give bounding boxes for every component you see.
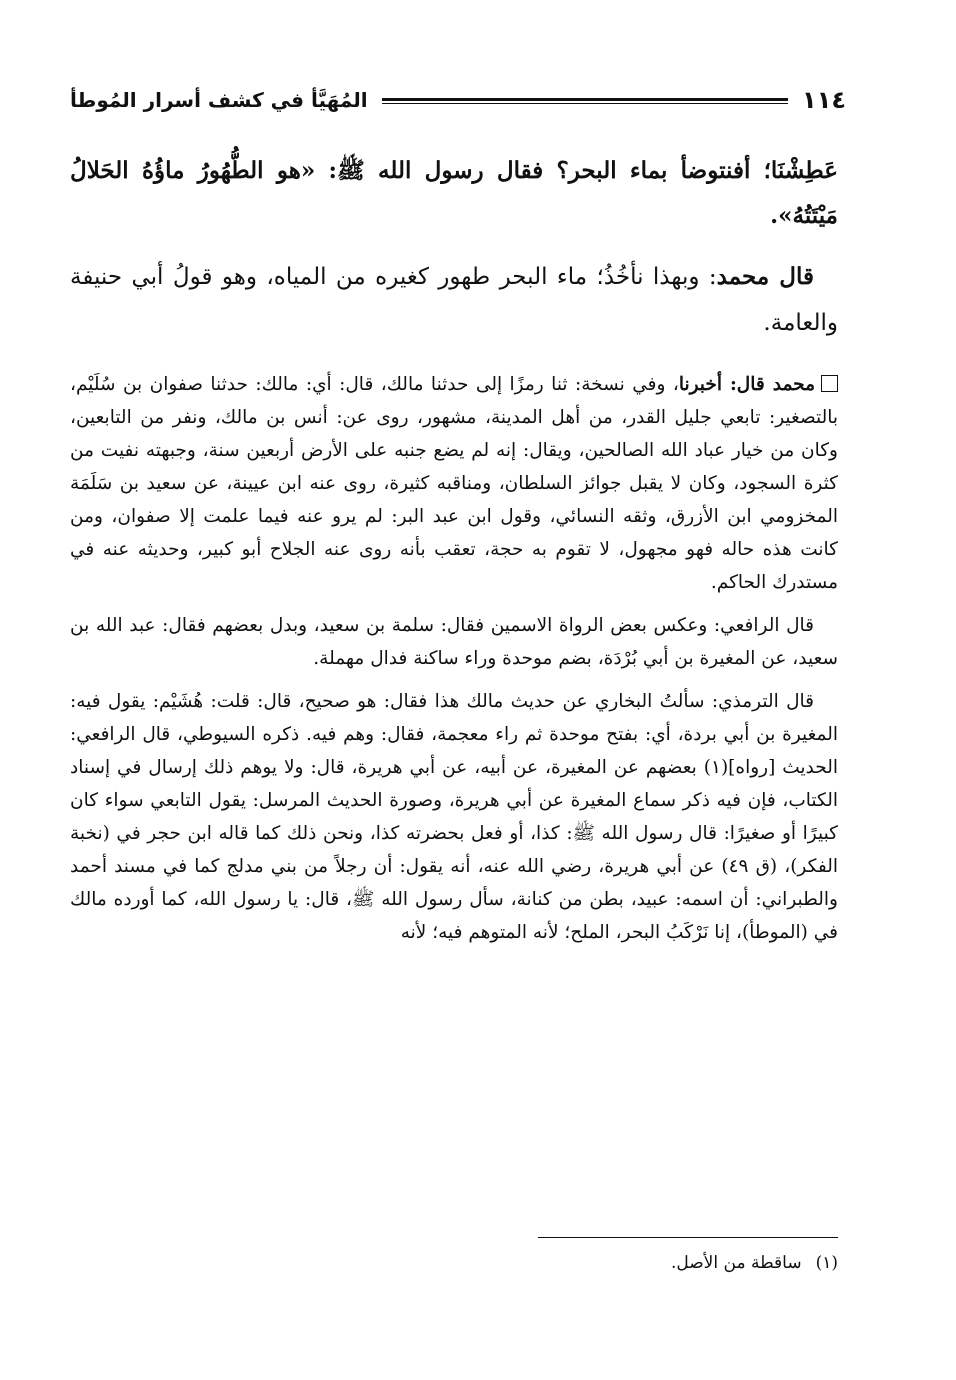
header-rule <box>382 98 788 104</box>
matn-paragraph <box>70 148 838 238</box>
footnote-number: (١) <box>815 1253 838 1273</box>
square-marker-icon <box>821 375 838 392</box>
page-number: ١١٤ <box>802 86 846 114</box>
footnote-separator <box>538 1237 838 1238</box>
running-title: المُهَيَّأ في كشف أسرار المُوطأ <box>70 88 368 112</box>
matn-lead: قال محمد <box>716 263 814 290</box>
matn-text: : وبهذا نأخُذُ؛ ماء البحر طهور كغيره من المياه، وهو قولُ أبي حنيفة والعامة. <box>70 264 838 336</box>
commentary-paragraph <box>70 685 838 949</box>
matn-paragraph <box>70 254 838 346</box>
commentary-paragraph <box>70 368 838 599</box>
commentary-paragraph <box>70 609 838 675</box>
footnote-text: ساقطة من الأصل. <box>670 1253 802 1273</box>
commentary-text: قال الرافعي: وعكس بعض الرواة الاسمين فقال: سلمة بن سعيد، وبدل بعضهم فقال: عبد الله بن سعيد، عن المغيرة بن أبي بُرْدَة، بضم موحدة وراء ساكنة فدال مهملة. <box>70 615 838 669</box>
page-body <box>70 148 838 959</box>
commentary-text: قال الترمذي: سألتُ البخاري عن حديث مالك هذا فقال: هو صحيح، قال: قلت: هُشَيْم: يقول فيه: المغيرة بن أبي بردة، أي: بفتح موحدة ثم راء معجمة، فقال: وهم فيه. ذكره السيوطي، قال الرافعي: الحديث [رواه](١) بعضهم عن المغيرة، عن أبيه، عن أبي هريرة، قال: ولا يوهم ذلك إرسال في إسناد الكتاب، فإن فيه ذكر سماع المغيرة عن أبي هريرة، وصورة الحديث المرسل: يقول التابعي سواء كان كبيرًا أو صغيرًا: قال رسول الله ﷺ: كذا، أو فعل بحضرته كذا، ونحن ذلك كما قاله ابن حجر في (نخبة الفكر)، (ق ٤٩) عن أبي هريرة، رضي الله عنه، أنه يقول: أن رجلاً من بني مدلج كما في مسند أحمد والطبراني: أن اسمه: عبيد، بطن من كنانة، سأل رسول الله ﷺ، قال: يا رسول الله، كما أورده مالك في (الموطأ)، إنا نَرْكَبُ البحر، الملح؛ لأنه المتوهم فيه؛ لأنه <box>70 691 838 943</box>
page-header <box>70 84 846 116</box>
commentary-lead: محمد قال: أخبرنا <box>678 374 815 395</box>
footnote <box>671 1253 838 1273</box>
commentary-text: ، وفي نسخة: ثنا رمزًا إلى حدثنا مالك، قال: أي: مالك: حدثنا صفوان بن سُلَيْم، بالتصغير: تابعي جليل القدر، من أهل المدينة، مشهور، روى عن: أنس بن مالك، ونفر من التابعين، وكان من خيار عباد الله الصالحين، ويقال: إنه لم يضع جنبه على الأرض أربعين سنة، وجبهته نفيت من كثرة السجود، وكان لا يقبل جوائز السلطان، ومناقبه كثيرة، روى عنه ابن عيينة، عن سعيد بن سَلَمَة المخزومي ابن الأزرق، وثقه النسائي، وقول ابن عبد البر: لم يرو عنه فيما علمت إلا صفوان، ومن كانت هذه حاله فهو مجهول، لا تقوم به حجة، تعقب بأنه روى عنه الجلاح أبو كبير، وحديثه عنه في مستدرك الحاكم. <box>70 374 838 593</box>
matn-text: عَطِشْنَا؛ أفنتوضأ بماء البحر؟ فقال رسول الله ﷺ: «هو الطُّهُورُ ماؤُهُ الحَلالُ مَيْتَتُهُ». <box>70 157 838 229</box>
